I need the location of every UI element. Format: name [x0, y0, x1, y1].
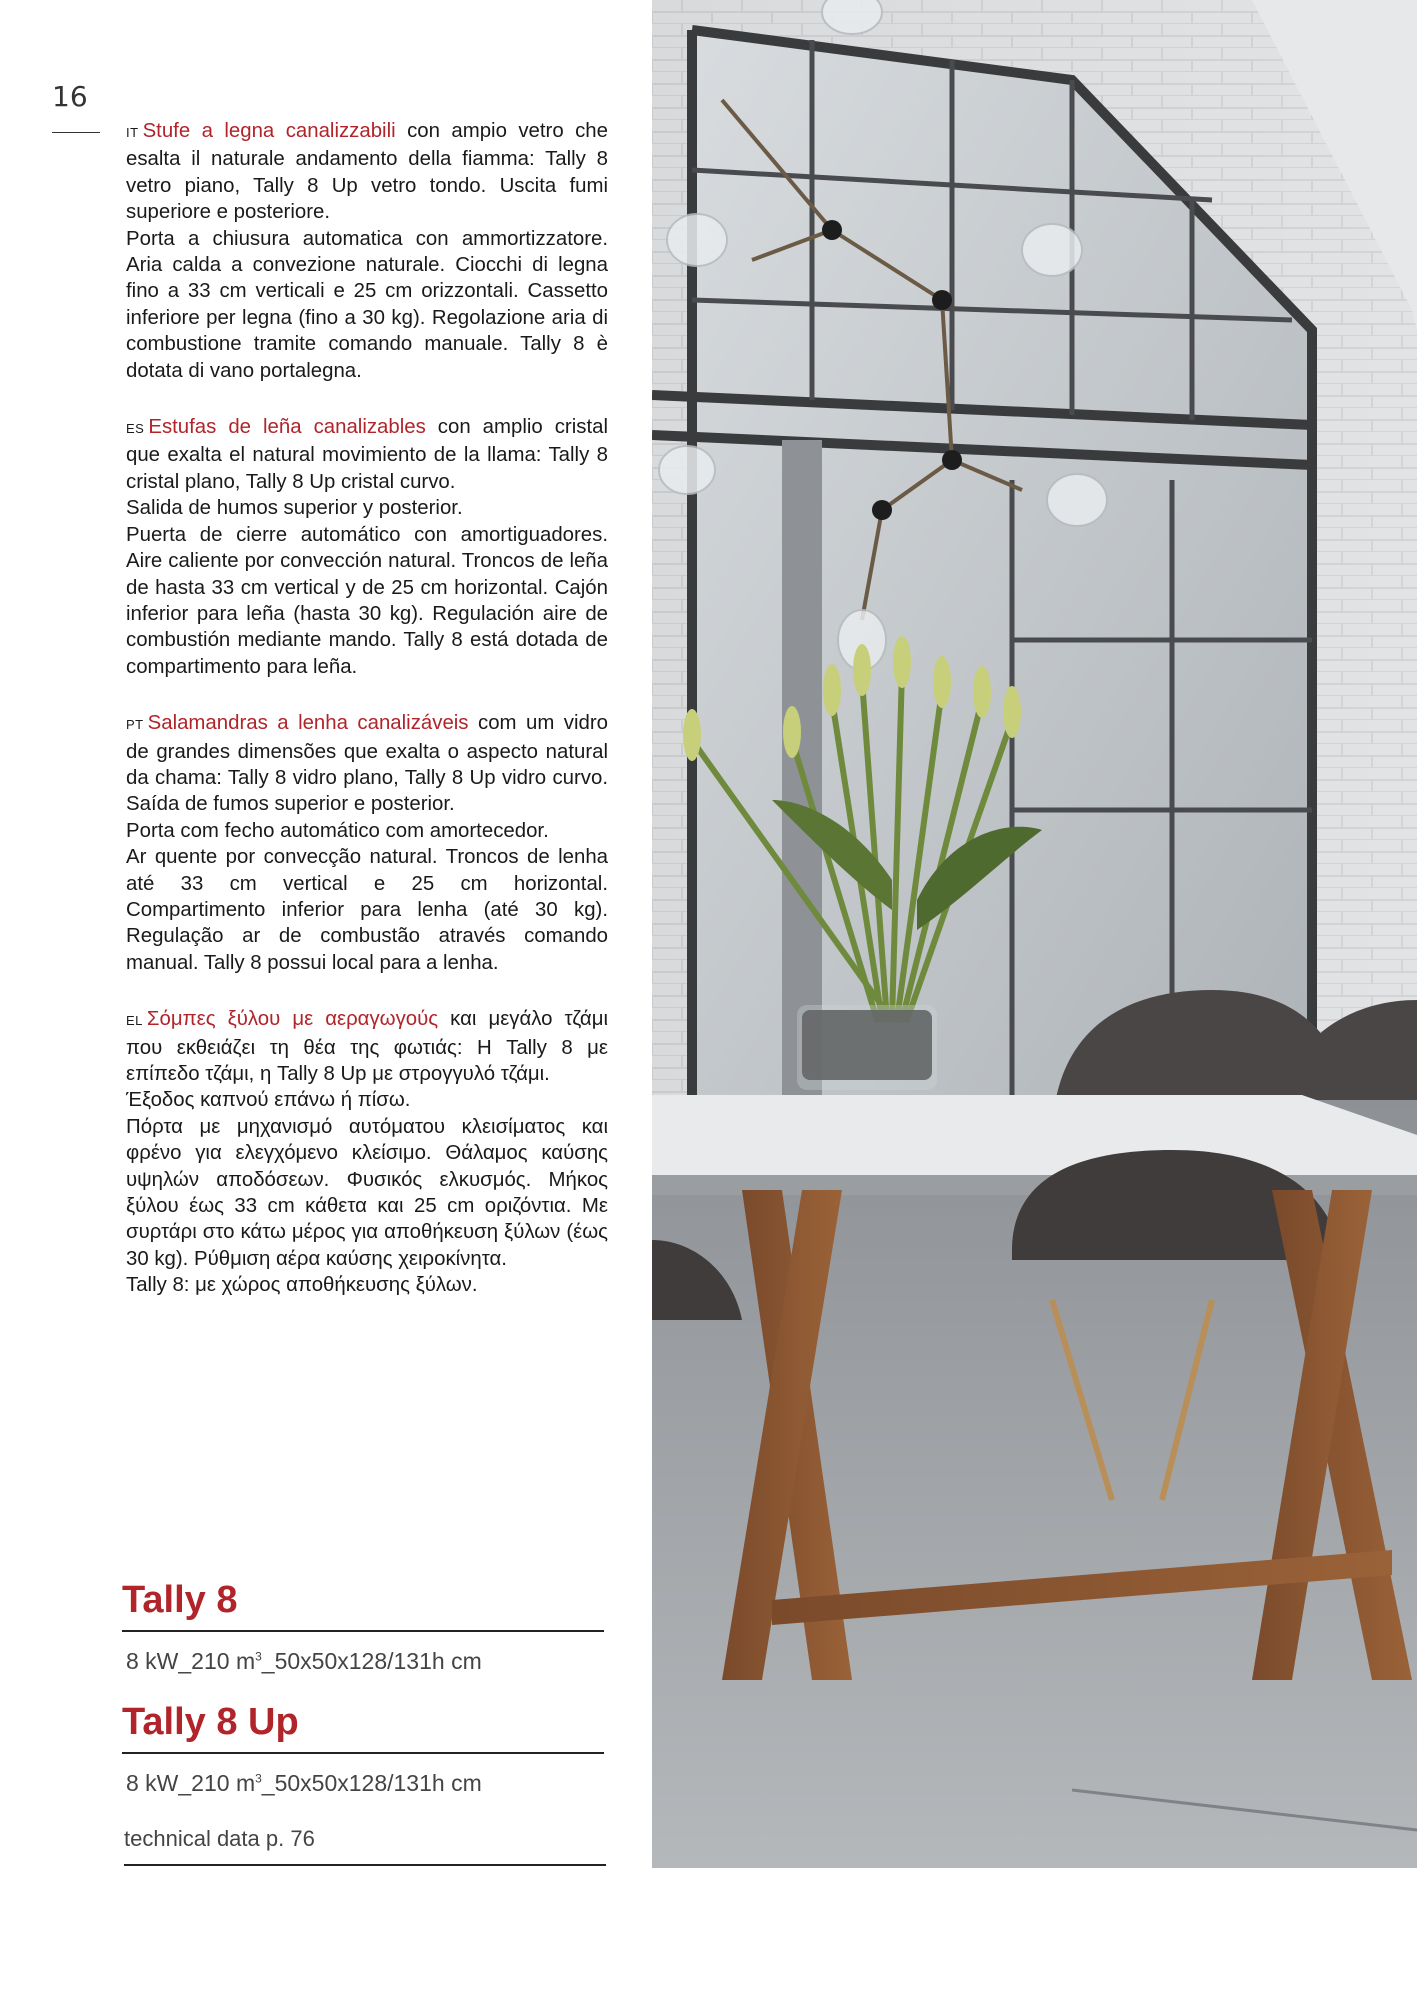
lang-code: EL — [126, 1013, 143, 1029]
paragraph-title: Σόμπες ξύλου με αεραγωγούς — [146, 1008, 439, 1031]
description-column — [126, 118, 608, 1329]
page-number-rule — [52, 132, 100, 133]
paragraph-line: Porta com fecho automático com amortecedor. — [126, 819, 549, 842]
product-name: Tally 8 Up — [122, 1700, 604, 1754]
spec-superscript: 3 — [255, 1649, 262, 1664]
product-tally-8-up — [122, 1700, 604, 1797]
paragraph-line: Έξοδος καπνού επάνω ή πίσω. — [126, 1089, 411, 1112]
paragraph-line: Tally 8: με χώρος αποθήκευσης ξύλων. — [126, 1274, 478, 1297]
paragraph-it — [126, 118, 608, 384]
paragraph-body: con amplio cristal que exalta el natural movimiento de la llama: Tally 8 cristal plano, Tally 8 Up cristal curvo. — [126, 416, 608, 493]
product-spec — [122, 1754, 604, 1797]
paragraph-body: com um vidro de grandes dimensões que exalta o aspecto natural da chama: Tally 8 vidro plano, Tally 8 Up vidro curvo. Saída de fumos superior e posterior. — [126, 712, 608, 816]
paragraph-body: και μεγάλο τζάμι που εκθειάζει τη θέα της φωτιάς: Η Tally 8 με επίπεδο τζάμι, η Tally 8 Up με στρογγυλό τζάμι. — [126, 1008, 608, 1085]
paragraph-title: Stufe a legna canalizzabili — [142, 120, 396, 142]
product-name: Tally 8 — [122, 1578, 604, 1632]
paragraph-line: Ar quente por convecção natural. Troncos de lenha até 33 cm vertical e 25 cm horizontal. Compartimento inferior para lenha (até 30 kg). Regulação ar de combustão através comando manual. Tally 8 possui local para a lenha. — [126, 846, 608, 974]
paragraph-line: Puerta de cierre automático con amortiguadores. Aire caliente por convección natural. Troncos de leña de hasta 33 cm vertical y de 25 cm horizontal. Cajón inferior para leña (hasta 30 kg). Regulación aire de combustión mediante mando. Tally 8 está dotada de compartimento para leña. — [126, 523, 608, 678]
technical-data-link: technical data p. 76 — [124, 1826, 606, 1866]
spec-text: _50x50x128/131h cm — [261, 1770, 482, 1796]
spec-superscript: 3 — [255, 1771, 262, 1786]
spec-text: _50x50x128/131h cm — [261, 1648, 482, 1674]
lang-code: ES — [126, 421, 145, 437]
paragraph-line: Salida de humos superior y posterior. — [126, 497, 463, 520]
paragraph-title: Salamandras a lenha canalizáveis — [147, 712, 469, 735]
interior-photo — [652, 0, 1417, 1868]
spec-text: 8 kW_210 m — [126, 1648, 256, 1674]
paragraph-pt — [126, 710, 608, 976]
paragraph-title: Estufas de leña canalizables — [148, 416, 426, 439]
lang-code: PT — [126, 717, 144, 733]
product-spec — [122, 1632, 604, 1675]
paragraph-line: Πόρτα με μηχανισμό αυτόματου κλεισίματος και φρένο για ελεγχόμενο κλείσιμο. Θάλαμος καύσης υψηλών αποδόσεων. Φυσικός ελκυσμός. Μήκος ξύλου έως 33 cm κάθετα και 25 cm οριζόντια. Με συρτάρι στο κάτω μέρος για αποθήκευση ξύλων (έως 30 kg). Ρύθμιση αέρα καύσης χειροκίνητα. — [126, 1115, 608, 1270]
page-number: 16 — [52, 80, 88, 113]
paragraph-es — [126, 414, 608, 680]
paragraph-el — [126, 1006, 608, 1298]
paragraph-line: Porta a chiusura automatica con ammortizzatore. Aria calda a convezione naturale. Ciocchi di legna fino a 33 cm verticali e 25 cm orizzontali. Cassetto inferiore per legna (fino a 30 kg). Regolazione aria di combustione tramite comando manuale. Tally 8 è dotata di vano portalegna. — [126, 227, 608, 382]
paragraph-body: con ampio vetro che esalta il naturale andamento della fiamma: Tally 8 vetro piano, Tally 8 Up vetro tondo. Uscita fumi superiore e posteriore. — [126, 120, 608, 224]
lang-code: IT — [126, 125, 139, 140]
interior-photo-illustration — [652, 0, 1417, 1868]
spec-text: 8 kW_210 m — [126, 1770, 256, 1796]
product-tally-8 — [122, 1578, 604, 1675]
